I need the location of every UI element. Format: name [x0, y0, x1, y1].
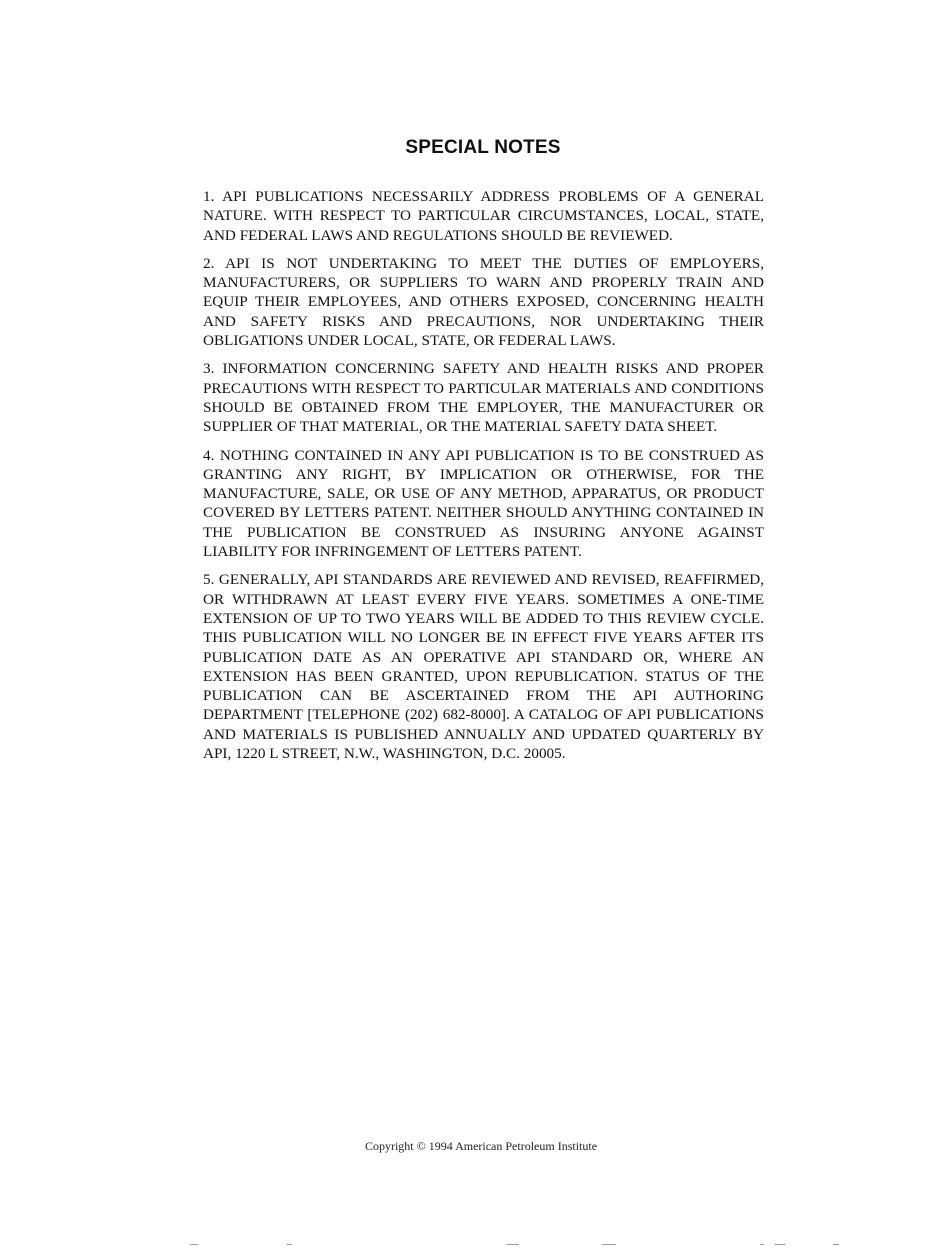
scan-mark — [833, 1244, 839, 1245]
special-note-3: 3. INFORMATION CONCERNING SAFETY AND HEALTH RISKS AND PROPER PRECAUTIONS WITH RESPECT TO PARTICULAR MATERIALS AND CONDITIONS SHOULD BE OBTAINED FROM THE EMPLOYER, THE MANUFACTURER OR SUPPLIER OF THAT MATERIAL, OR THE MATERIAL SAFETY DATA SHEET. — [203, 360, 764, 436]
special-note-1: 1. API PUBLICATIONS NECESSARILY ADDRESS PROBLEMS OF A GENERAL NATURE. WITH RESPECT TO PARTICULAR CIRCUMSTANCES, LOCAL, STATE, AND FEDERAL LAWS AND REGULATIONS SHOULD BE REVIEWED. — [203, 188, 764, 244]
copyright-notice: Copyright © 1994 American Petroleum Institute — [364, 1139, 598, 1153]
scan-mark — [602, 1244, 616, 1245]
scan-mark — [507, 1244, 519, 1245]
scan-mark — [287, 1244, 292, 1245]
scan-mark — [190, 1244, 198, 1245]
scan-mark — [775, 1244, 785, 1245]
special-notes-list — [203, 187, 764, 772]
page-title: SPECIAL NOTES — [405, 137, 561, 158]
scan-mark — [760, 1244, 764, 1245]
special-note-5: 5. GENERALLY, API STANDARDS ARE REVIEWED AND REVISED, REAFFIRMED, OR WITHDRAWN AT LEAST EVERY FIVE YEARS. SOMETIMES A ONE-TIME EXTENSION OF UP TO TWO YEARS WILL BE ADDED TO THIS REVIEW CYCLE. THIS PUBLICATION WILL NO LONGER BE IN EFFECT FIVE YEARS AFTER ITS PUBLICATION DATE AS AN OPERATIVE API STANDARD OR, WHERE AN EXTENSION HAS BEEN GRANTED, UPON REPUBLICATION. STATUS OF THE PUBLICATION CAN BE ASCERTAINED FROM THE API AUTHORING DEPARTMENT [TELEPHONE (202) 682-8000]. A CATALOG OF API PUBLICATIONS AND MATERIALS IS PUBLISHED ANNUALLY AND UPDATED QUARTERLY BY API, 1220 L STREET, N.W., WASHINGTON, D.C. 20005. — [203, 571, 764, 763]
scan-artifact-marks — [0, 1244, 950, 1248]
special-note-4: 4. NOTHING CONTAINED IN ANY API PUBLICATION IS TO BE CONSTRUED AS GRANTING ANY RIGHT, BY IMPLICATION OR OTHERWISE, FOR THE MANUFACTURE, SALE, OR USE OF ANY METHOD, APPARATUS, OR PRODUCT COVERED BY LETTERS PATENT. NEITHER SHOULD ANYTHING CONTAINED IN THE PUBLICATION BE CONSTRUED AS INSURING ANYONE AGAINST LIABILITY FOR INFRINGEMENT OF LETTERS PATENT. — [203, 446, 764, 561]
special-note-2: 2. API IS NOT UNDERTAKING TO MEET THE DUTIES OF EMPLOYERS, MANUFACTURERS, OR SUPPLIERS TO WARN AND PROPERLY TRAIN AND EQUIP THEIR EMPLOYEES, AND OTHERS EXPOSED, CONCERNING HEALTH AND SAFETY RISKS AND PRECAUTIONS, NOR UNDERTAKING THEIR OBLIGATIONS UNDER LOCAL, STATE, OR FEDERAL LAWS. — [203, 254, 764, 350]
